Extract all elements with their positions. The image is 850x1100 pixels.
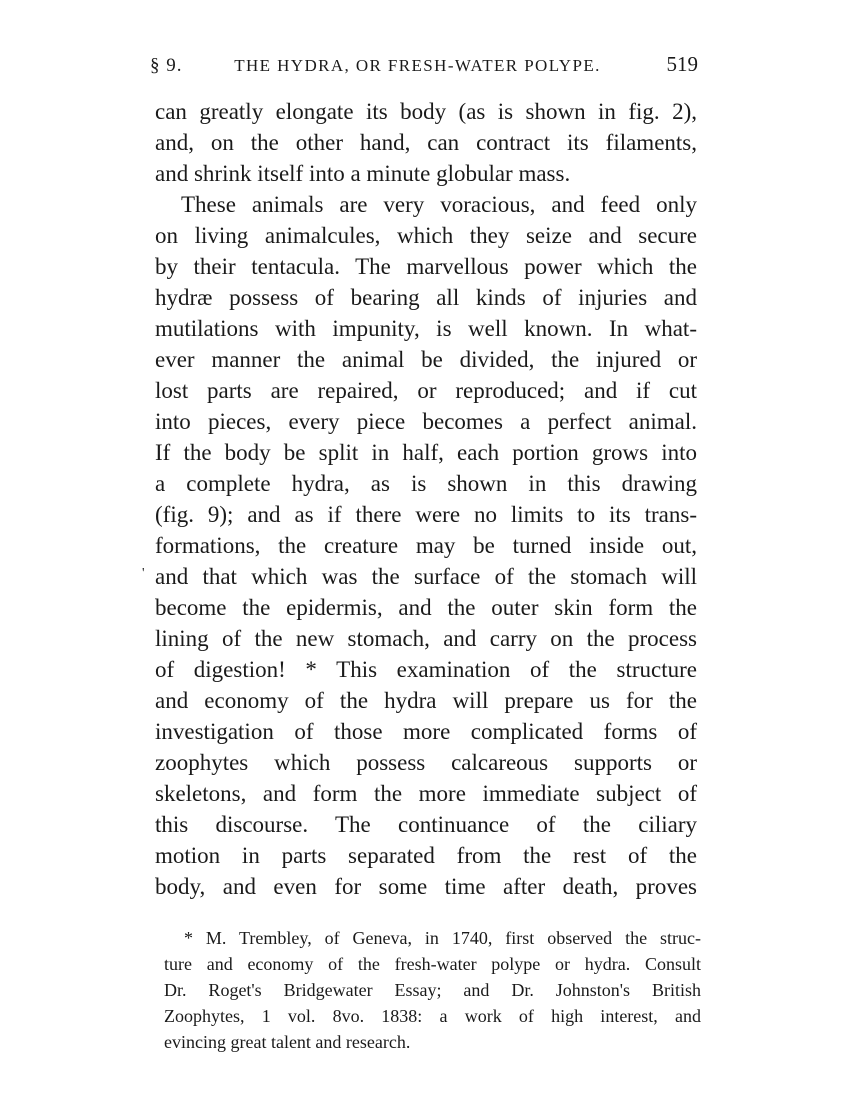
text-line: of digestion! * This examination of the structure <box>155 657 697 682</box>
text-line: and, on the other hand, can contract its filaments, <box>155 130 697 155</box>
text-line: by their tentacula. The marvellous power which the <box>155 254 697 279</box>
text-line: and that which was the surface of the stomach will <box>155 564 697 589</box>
text-line: hydræ possess of bearing all kinds of injuries and <box>155 285 697 310</box>
text-line: These animals are very voracious, and feed only <box>181 192 697 217</box>
footnote <box>164 925 701 1055</box>
text-line: body, and even for some time after death, proves <box>155 874 697 899</box>
text-line: and economy of the hydra will prepare us for the <box>155 688 697 713</box>
page-number: 519 <box>666 52 698 76</box>
margin-mark: ' <box>142 566 145 581</box>
body-text <box>155 96 697 902</box>
text-line: ever manner the animal be divided, the injured or <box>155 347 697 372</box>
text-line: If the body be split in half, each portion grows into <box>155 440 697 465</box>
text-line: become the epidermis, and the outer skin form the <box>155 595 697 620</box>
text-line: this discourse. The continuance of the ciliary <box>155 812 697 837</box>
running-head <box>150 52 698 82</box>
footnote-line: evincing great talent and research. <box>164 1032 411 1052</box>
footnote-line: Zoophytes, 1 vol. 8vo. 1838: a work of high interest, and <box>164 1006 701 1026</box>
footnote-line: Dr. Roget's Bridgewater Essay; and Dr. Johnston's British <box>164 980 701 1000</box>
text-line: skeletons, and form the more immediate subject of <box>155 781 697 806</box>
text-line: and shrink itself into a minute globular mass. <box>155 161 571 186</box>
text-line: into pieces, every piece becomes a perfect animal. <box>155 409 697 434</box>
footnote-line: * M. Trembley, of Geneva, in 1740, first observed the struc- <box>184 928 701 948</box>
footnote-line: ture and economy of the fresh-water polype or hydra. Consult <box>164 954 701 974</box>
chapter-title: THE HYDRA, OR FRESH-WATER POLYPE. <box>234 56 601 75</box>
text-line: can greatly elongate its body (as is shown in fig. 2), <box>155 99 697 124</box>
text-line: on living animalcules, which they seize and secure <box>155 223 697 248</box>
text-line: zoophytes which possess calcareous supports or <box>155 750 697 775</box>
text-line: lining of the new stomach, and carry on the process <box>155 626 697 651</box>
text-line: formations, the creature may be turned inside out, <box>155 533 697 558</box>
text-line: motion in parts separated from the rest of the <box>155 843 697 868</box>
text-line: (fig. 9); and as if there were no limits to its trans- <box>155 502 697 527</box>
text-line: lost parts are repaired, or reproduced; and if cut <box>155 378 697 403</box>
text-line: a complete hydra, as is shown in this drawing <box>155 471 697 496</box>
text-line: mutilations with impunity, is well known. In what- <box>155 316 697 341</box>
text-line: investigation of those more complicated forms of <box>155 719 697 744</box>
section-number: § 9. <box>150 55 183 76</box>
